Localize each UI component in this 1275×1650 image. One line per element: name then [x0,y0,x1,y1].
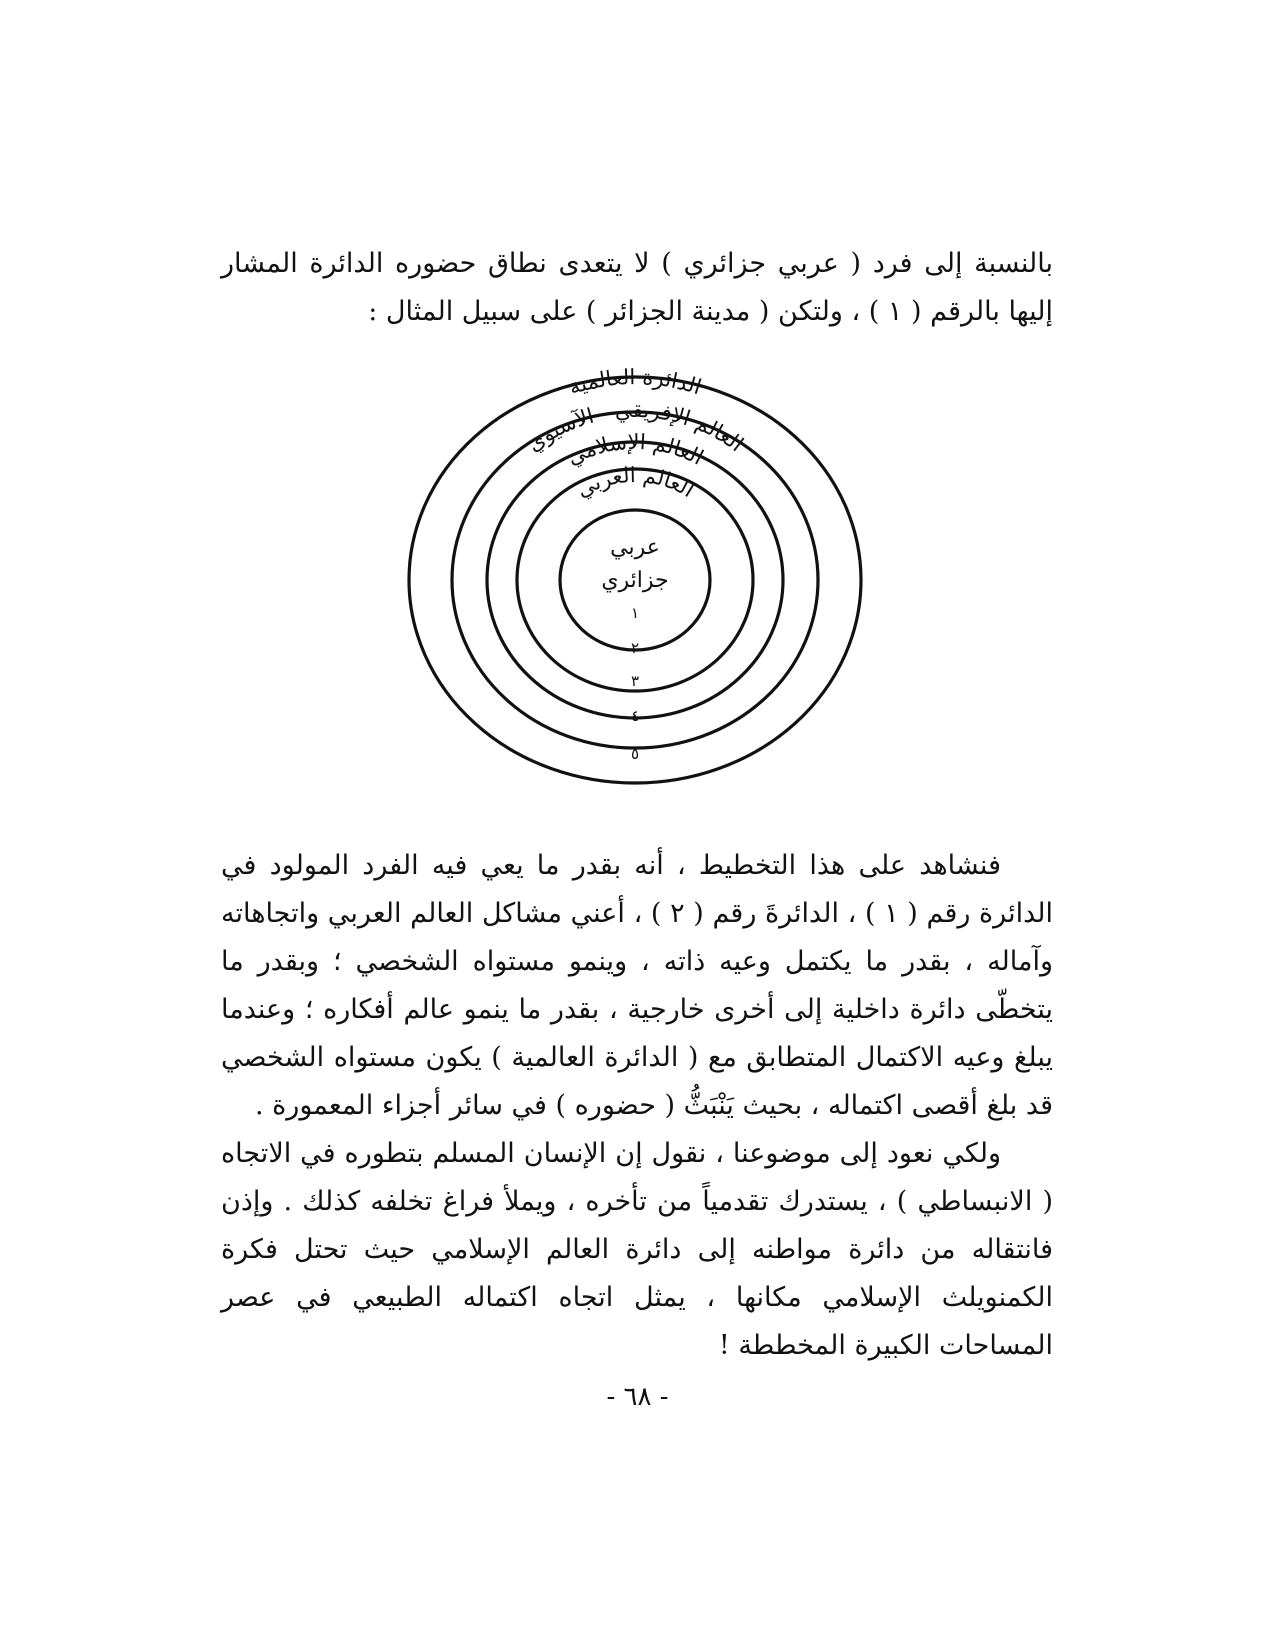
ring-4-label: العالم الإفريقي - الآسيوي [522,397,749,457]
body-paragraph-1: فنشاهد على هذا التخطيط ، أنه بقدر ما يعي فيه الفرد المولود في الدائرة رقم ( ١ ) ، الدائرةَ رقم ( ٢ ) ، أعني مشاكل العالم العربي واتجاهاته وآماله ، بقدر ما يكتمل وعيه ذاته ، وينمو مستواه الشخصي ؛ وبقدر ما يتخطّى دائرة داخلية إلى أخرى خارجية ، بقدر ما ينمو عالم أفكاره ؛ وعندما يبلغ وعيه الاكتمال المتطابق مع ( الدائرة العالمية ) يكون مستواه الشخصي قد بلغ أقصى اكتماله ، بحيث يَنْبَثُّ ( حضوره ) في سائر أجزاء المعمورة . [221,850,1053,1121]
body-paragraph-1-block [221,842,1053,1130]
intro-text-block [221,240,1053,336]
center-label-line2: جزائري [601,568,669,593]
ring-1-number: ١ [630,604,640,622]
ring-2-label: العالم العربي [572,462,699,503]
ring-3-label: العالم الإسلامي [563,429,708,470]
diagram-svg [385,362,885,797]
ring-5-number: ٥ [630,745,640,763]
page-number: - ٦٨ - [606,1382,669,1412]
center-label-line1: عربي [610,535,660,560]
concentric-circles-diagram [385,362,885,797]
body-paragraph-2-block [221,1130,1053,1370]
intro-paragraph: بالنسبة إلى فرد ( عربي جزائري ) لا يتعدى نطاق حضوره الدائرة المشار إليها بالرقم ( ١ ) ، ولتكن ( مدينة الجزائر ) على سبيل المثال : [221,248,1053,327]
ring-5-label: الدائرة العالمية [565,365,705,400]
ring-2-number: ٢ [630,639,640,657]
ring-4-number: ٤ [630,707,640,725]
ring-3-number: ٣ [630,672,640,690]
body-paragraph-2: ولكي نعود إلى موضوعنا ، نقول إن الإنسان المسلم بتطوره في الاتجاه ( الانبساطي ) ، يستدرك تقدمياً من تأخره ، ويملأ فراغ تخلفه كذلك . وإذن فانتقاله من دائرة مواطنه إلى دائرة العالم الإسلامي حيث تحتل فكرة الكمنويلث الإسلامي مكانها ، يمثل اتجاه اكتماله الطبيعي في عصر المساحات الكبيرة المخططة ! [221,1138,1053,1361]
